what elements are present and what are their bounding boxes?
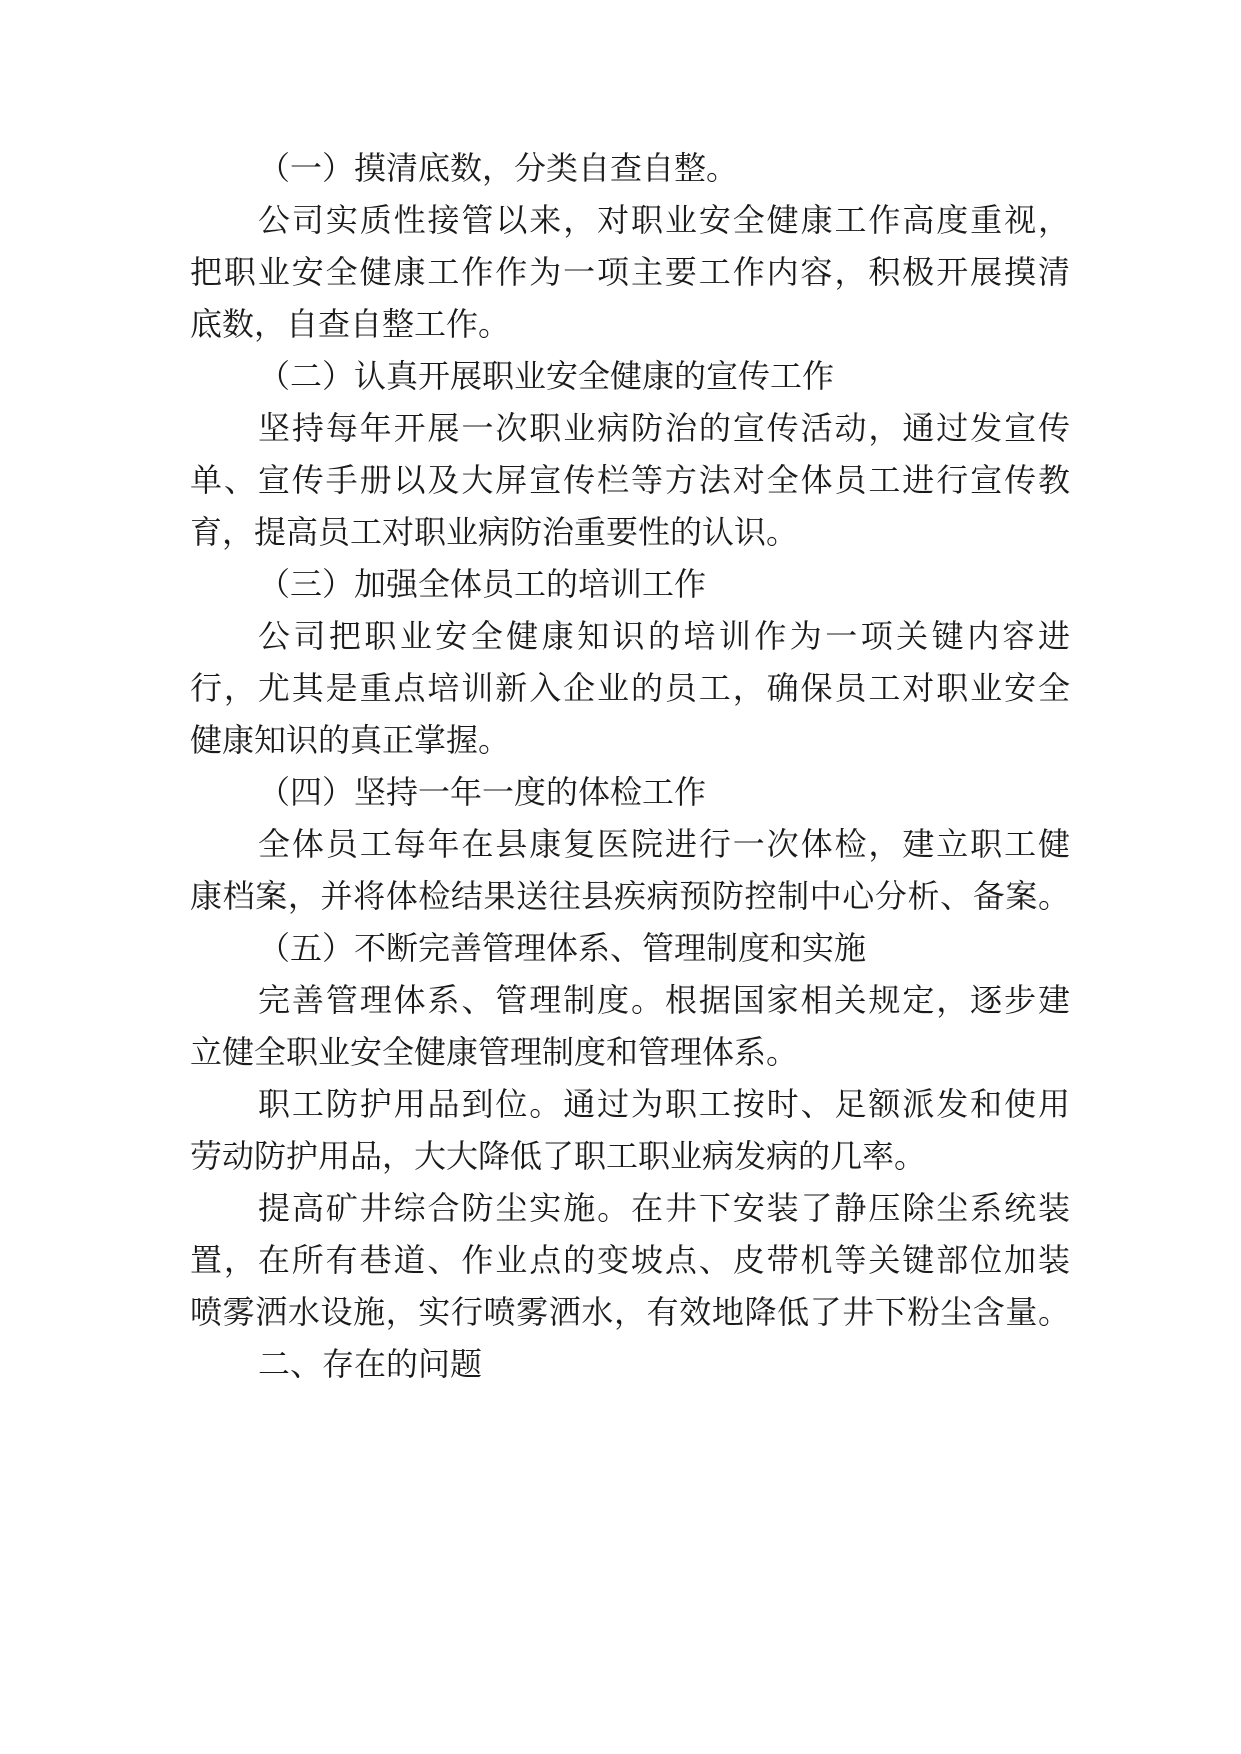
paragraph-6-line-2: 劳动防护用品，大大降低了职工职业病发病的几率。: [190, 1137, 927, 1175]
section-heading-problems: 二、存在的问题: [258, 1345, 483, 1383]
paragraph-3-line-3: 健康知识的真正掌握。: [190, 721, 511, 759]
paragraph-7-line-2: 置，在所有巷道、作业点的变坡点、皮带机等关键部位加装: [190, 1241, 1070, 1279]
paragraph-2-line-2: 单、宣传手册以及大屏宣传栏等方法对全体员工进行宣传教: [190, 461, 1070, 499]
section-heading-1: （一）摸清底数，分类自查自整。: [258, 149, 739, 187]
paragraph-5-line-2: 立健全职业安全健康管理制度和管理体系。: [190, 1033, 799, 1071]
paragraph-5-line-1: 完善管理体系、管理制度。根据国家相关规定，逐步建: [258, 981, 1070, 1019]
paragraph-3-line-1: 公司把职业安全健康知识的培训作为一项关键内容进: [258, 617, 1070, 655]
paragraph-2-line-1: 坚持每年开展一次职业病防治的宣传活动，通过发宣传: [258, 409, 1070, 447]
section-heading-5: （五）不断完善管理体系、管理制度和实施: [258, 929, 867, 967]
paragraph-2-line-3: 育，提高员工对职业病防治重要性的认识。: [190, 513, 799, 551]
paragraph-1-line-3: 底数，自查自整工作。: [190, 305, 511, 343]
paragraph-7-line-3: 喷雾洒水设施，实行喷雾洒水，有效地降低了井下粉尘含量。: [190, 1293, 1070, 1331]
paragraph-1-line-1: 公司实质性接管以来，对职业安全健康工作高度重视，: [258, 201, 1070, 239]
paragraph-4-line-1: 全体员工每年在县康复医院进行一次体检，建立职工健: [258, 825, 1070, 863]
section-heading-4: （四）坚持一年一度的体检工作: [258, 773, 707, 811]
section-heading-3: （三）加强全体员工的培训工作: [258, 565, 707, 603]
section-heading-2: （二）认真开展职业安全健康的宣传工作: [258, 357, 835, 395]
paragraph-3-line-2: 行，尤其是重点培训新入企业的员工，确保员工对职业安全: [190, 669, 1070, 707]
paragraph-6-line-1: 职工防护用品到位。通过为职工按时、足额派发和使用: [258, 1085, 1070, 1123]
paragraph-7-line-1: 提高矿井综合防尘实施。在井下安装了静压除尘系统装: [258, 1189, 1070, 1227]
paragraph-1-line-2: 把职业安全健康工作作为一项主要工作内容，积极开展摸清: [190, 253, 1070, 291]
paragraph-4-line-2: 康档案，并将体检结果送往县疾病预防控制中心分析、备案。: [190, 877, 1070, 915]
